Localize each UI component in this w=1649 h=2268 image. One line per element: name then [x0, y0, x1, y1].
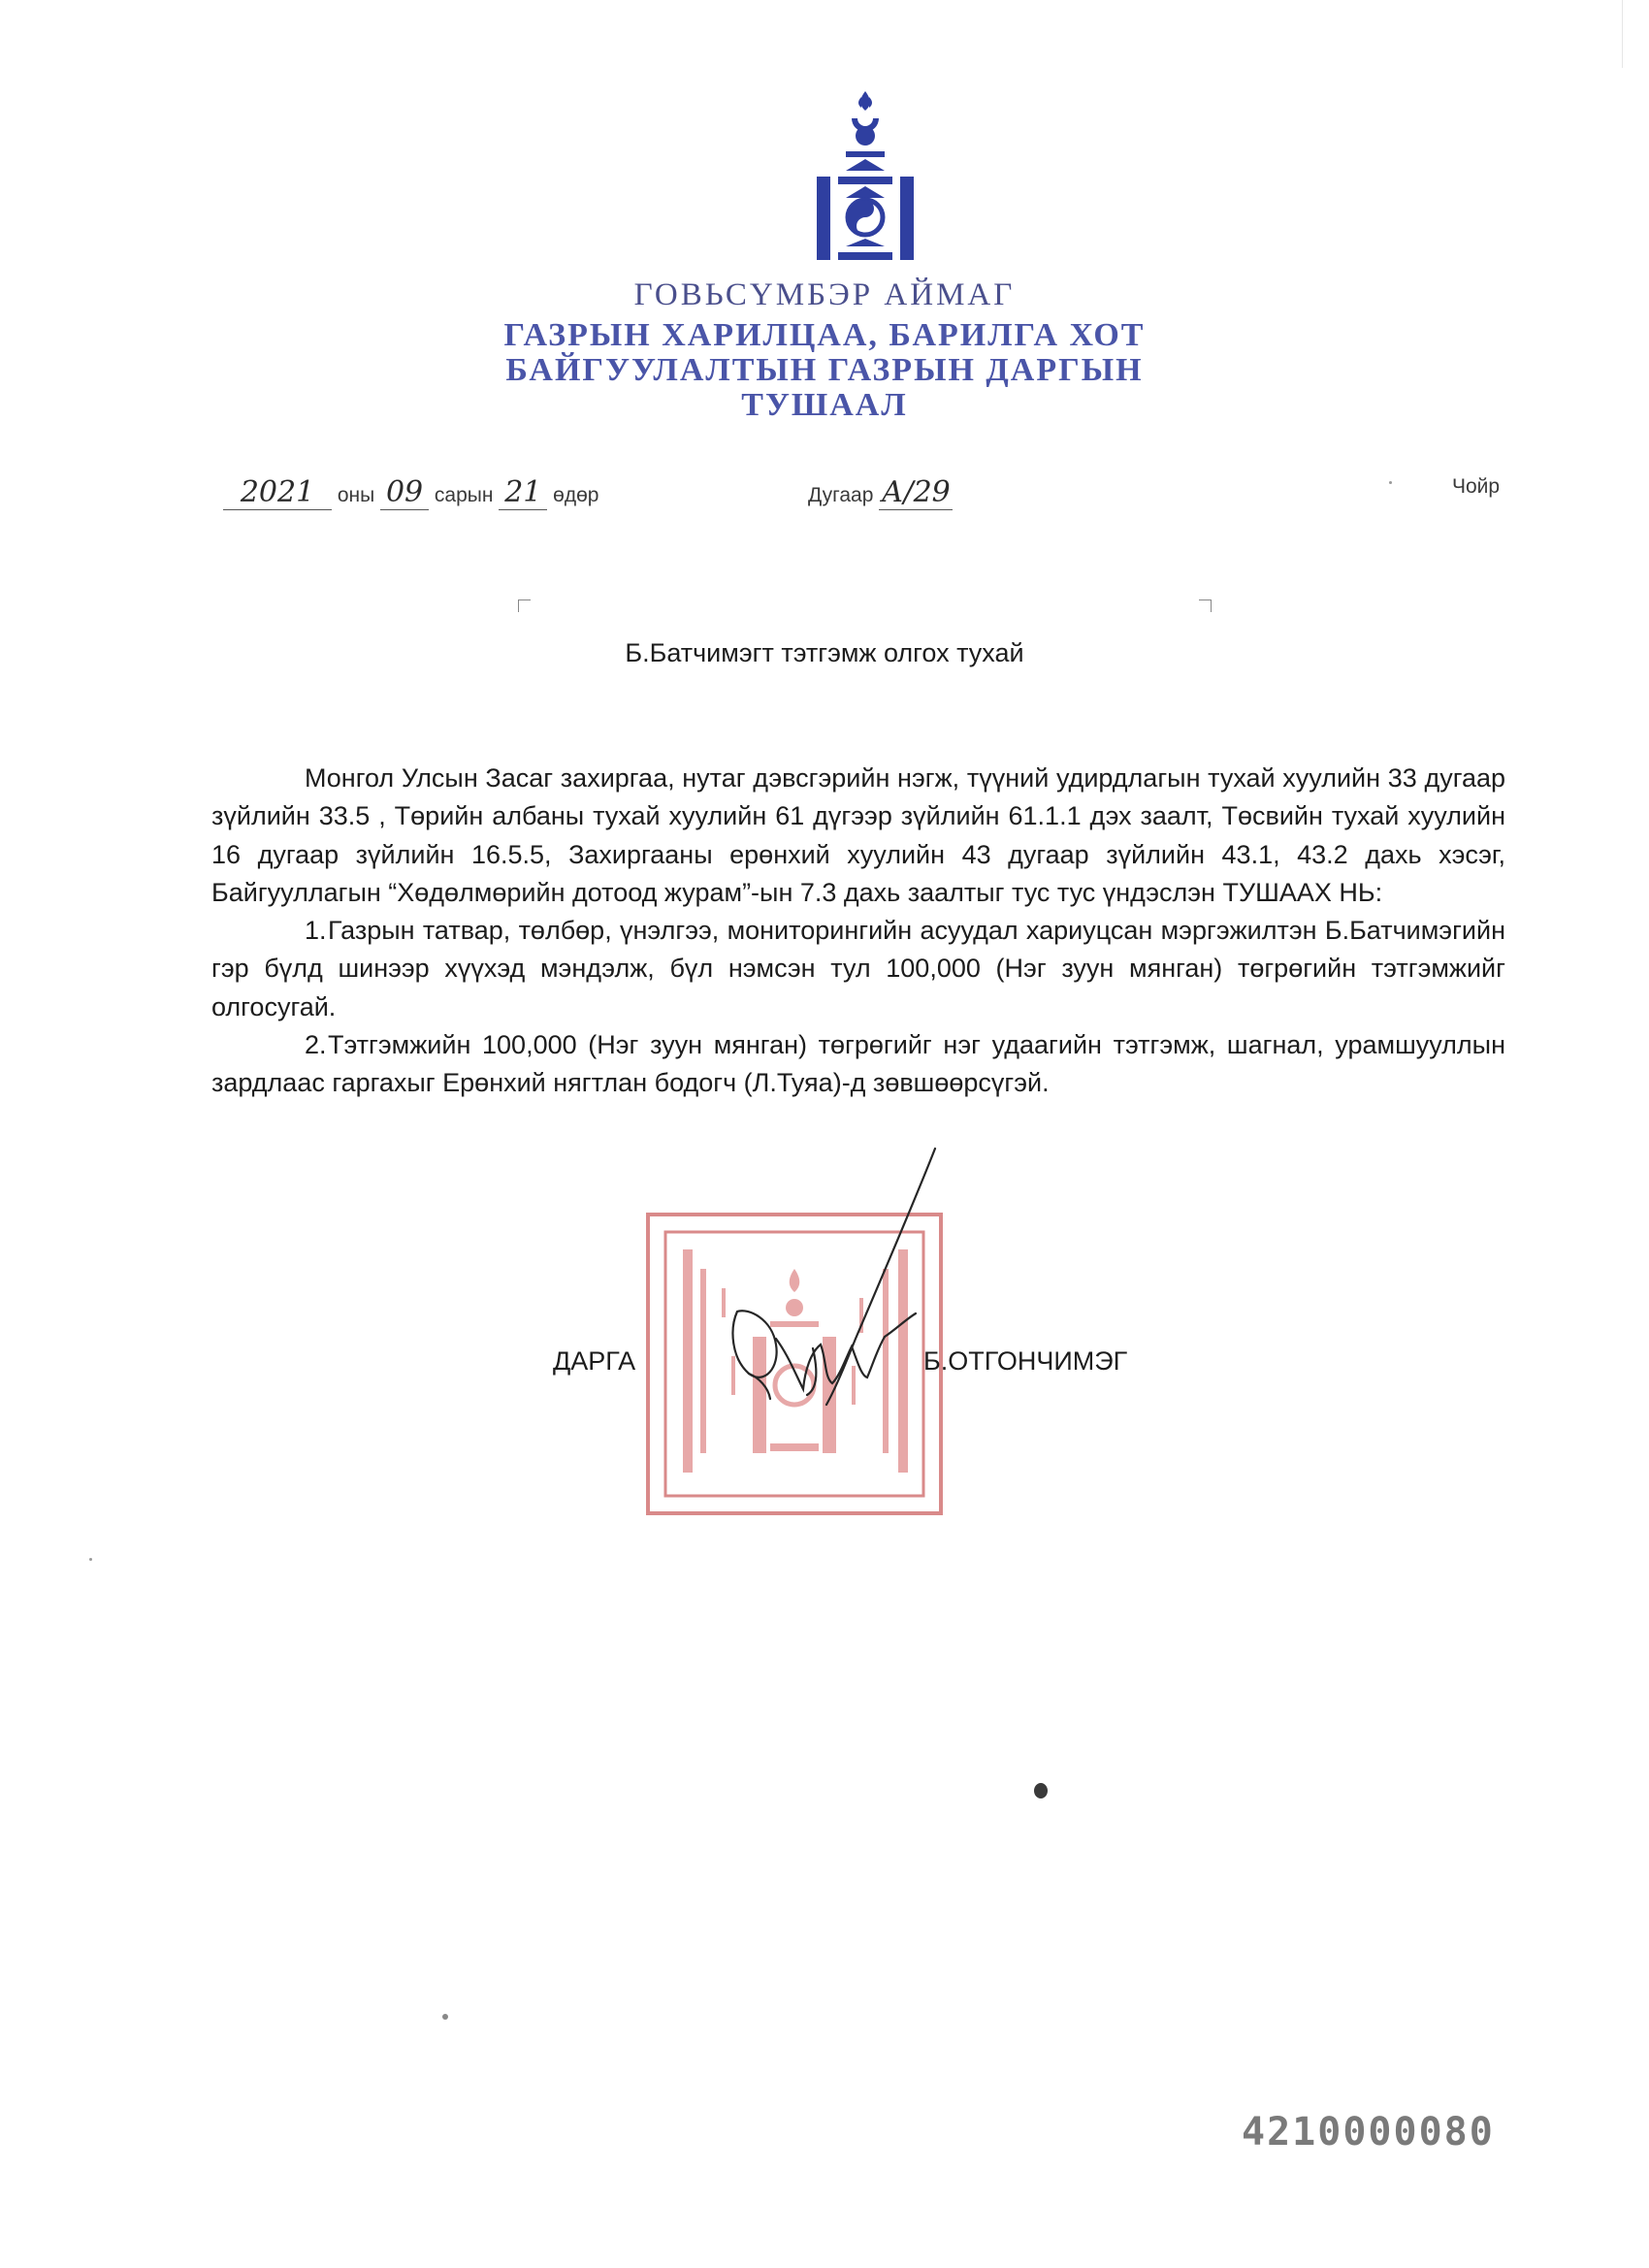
scan-speck [89, 1558, 92, 1561]
preamble: Монгол Улсын Засаг захиргаа, нутаг дэвсгэрийн нэгж, түүний удирдлагын тухай хуулийн 33 дугаар зүйлийн 33.5 , Төрийн албаны тухай хуулийн 61 дүгээр зүйлийн 61.1.1 дэх заалт, Төсвийн тухай хуулийн 16 дугаар зүйлийн 16.5.5, Захиргааны ерөнхий хуулийн 43 дугаар зүйлийн 43.1, 43.2 дахь хэсэг, Байгууллагын “Хөдөлмөрийн дотоод журам”-ын 7.3 дахь заалтыг тус тус үндэслэн ТУШААХ НЬ: [211, 763, 1505, 907]
date-year: 2021 [223, 475, 332, 510]
list-item [211, 1026, 1505, 1103]
serial-number: 4210000080 [1242, 2110, 1495, 2155]
header-org-line2: БАЙГУУЛАЛТЫН ГАЗРЫН ДАРГЫН [505, 352, 1144, 388]
scan-speck [442, 2014, 448, 2020]
number-row [808, 475, 953, 510]
soyombo-emblem-icon [817, 89, 914, 264]
place: Чойр [1452, 475, 1501, 498]
scan-edge [1622, 0, 1629, 68]
year-label: оны [337, 484, 375, 506]
bracket-corner-right [1199, 599, 1212, 612]
date-month: 09 [380, 475, 429, 510]
body-text [211, 760, 1505, 1103]
subject: Б.Батчимэгт тэтгэмж олгох тухай [625, 638, 1024, 667]
handwritten-signature-icon [691, 1145, 962, 1436]
order-number: А/29 [879, 475, 953, 510]
item-text: Тэтгэмжийн 100,000 (Нэг зуун мянган) төгрөгийг нэг удаагийн тэтгэмж, шагнал, урамшууллын зардлаас гаргахыг Ерөнхий нягтлан бодогч (Л.Туяа)-д зөвшөөрсүгэй. [211, 1030, 1505, 1098]
day-label: өдөр [553, 484, 599, 506]
month-label: сарын [434, 484, 494, 506]
scan-speck [1034, 1783, 1048, 1798]
header-region: ГОВЬСҮМБЭР АЙМАГ [633, 277, 1016, 312]
item-number: 1. [305, 916, 327, 946]
date-day: 21 [499, 475, 547, 510]
date-row [223, 475, 598, 510]
header-org-line1: ГАЗРЫН ХАРИЛЦАА, БАРИЛГА ХОТ [503, 317, 1146, 353]
bracket-corner-left [518, 599, 531, 612]
number-label: Дугаар [808, 484, 874, 506]
item-text: Газрын татвар, төлбөр, үнэлгээ, мониторингийн асуудал хариуцсан мэргэжилтэн Б.Батчимэгийн гэр бүлд шинээр хүүхэд мэндэлж, бүл нэмсэн тул 100,000 (Нэг зуун мянган) төгрөгийн тэтгэмжийг олгосугай. [211, 916, 1505, 1021]
item-number: 2. [305, 1030, 327, 1060]
scan-speck [1389, 481, 1392, 484]
signatory-name: Б.ОТГОНЧИМЭГ [923, 1346, 1128, 1376]
signatory-title: ДАРГА [553, 1346, 636, 1376]
header-doc-type: ТУШААЛ [741, 387, 908, 423]
list-item [211, 912, 1505, 1026]
